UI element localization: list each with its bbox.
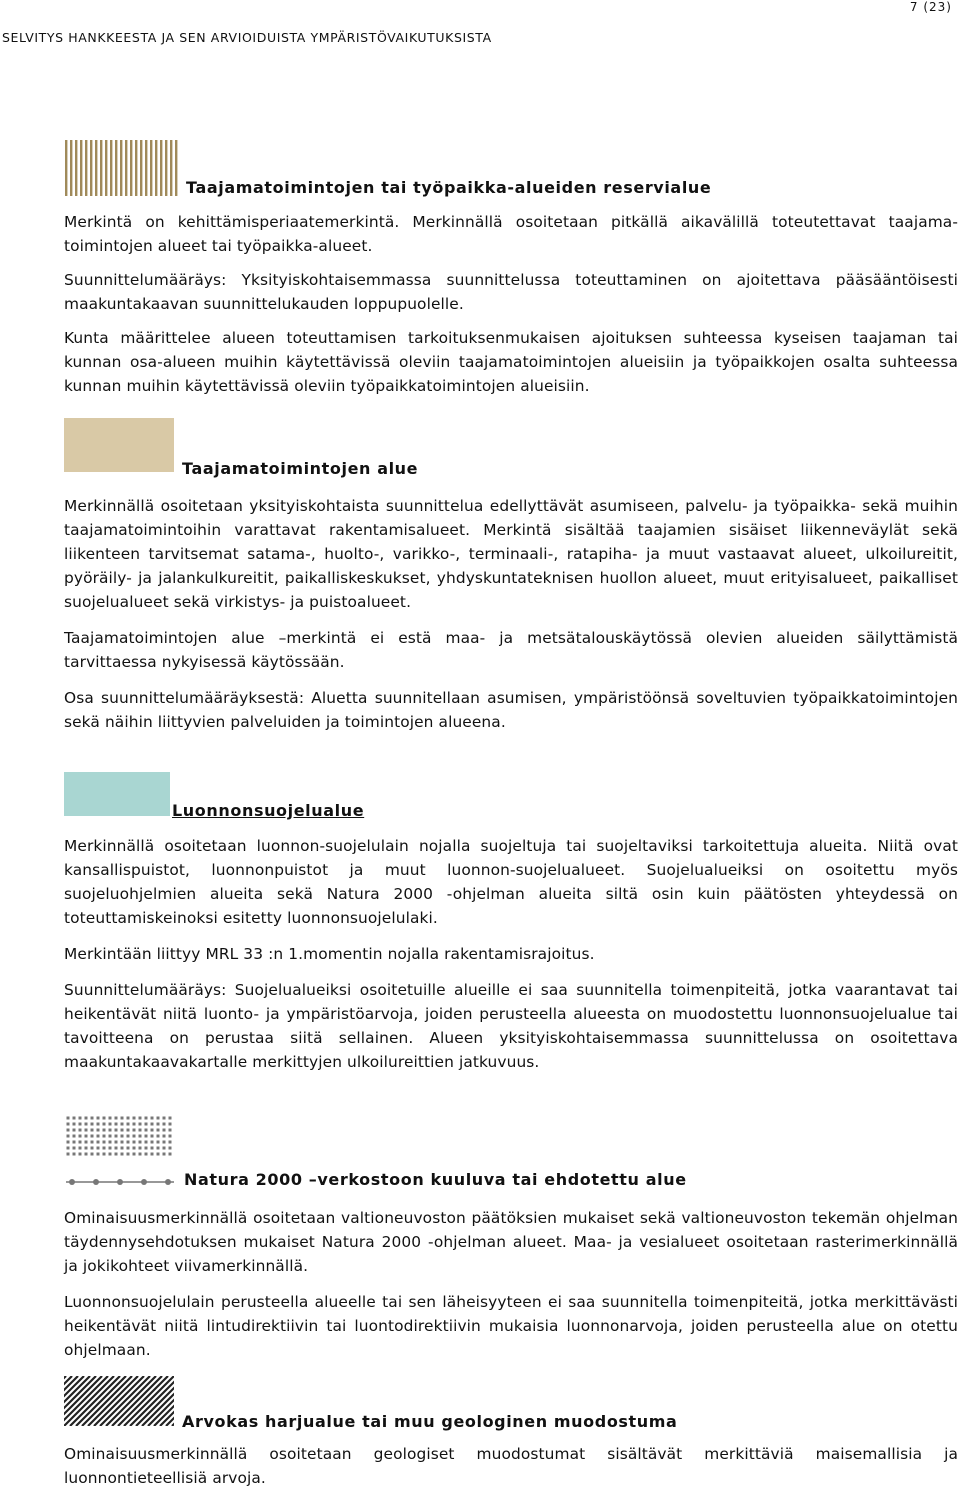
paragraph: Merkintä on kehittämisperiaatemerkintä. Merkinnällä osoitetaan pitkällä aikavälillä toteutettavat taajama-toimintojen alueet tai työpaikka-alueet. [64, 213, 958, 255]
paragraph: Merkinnällä osoitetaan luonnon-suojelulain nojalla suojeltuja tai suojeltaviksi tarkoitettuja alueita. Niitä ovat kansallispuistot, luonnonpuistot ja muut luonnon-suojelualueet. Suojelualueiksi on osoitettu myös suojeluohjelmien alueita sekä Natura 2000 -ohjelman alueita siltä osin kuin päätösten yhteydessä on toteuttamiskeinoksi esitetty luonnonsuojelulaki. [64, 837, 958, 927]
section-ridge [64, 1376, 958, 1490]
page-number: 7 (23) [909, 0, 952, 14]
paragraph: Kunta määrittelee alueen toteuttamisen tarkoituksenmukaisen ajoituksen suhteessa kyseisen taajaman tai kunnan osa-alueen muihin käytettävissä oleviin taajamatoimintojen alueisiin ja työpaikkojen osalta suhteessa kunnan muihin käytettävissä oleviin työpaikkatoimintojen alueisiin. [64, 329, 958, 395]
heading-urban: Taajamatoimintojen alue [182, 459, 419, 478]
paragraph: Taajamatoimintojen alue –merkintä ei estä maa- ja metsätalouskäytössä olevien alueiden säilyttämistä tarvittaessa nykyisessä käytössään. [64, 629, 958, 671]
heading-natura: Natura 2000 –verkostoon kuuluva tai ehdotettu alue [184, 1170, 687, 1189]
heading-nature: Luonnonsuojelualue [172, 801, 365, 820]
ridge-hatch-icon [64, 1376, 174, 1426]
paragraph: Suunnittelumääräys: Suojelualueiksi osoitetuille alueille ei saa suunnitella toimenpiteitä, jotka vaarantavat tai heikentävät niitä luonto- ja ympäristöarvoja, joiden perusteella alueesta on muodostettu luonnonsuojelualue tai tavoitteena on perustaa siitä sellainen. Alueen yksityiskohtaisemmassa suunnittelussa on osoitettava maakuntakaavakartalle merkittyjen ulkoilureittien jatkuvuus. [64, 981, 958, 1071]
section-urban [64, 418, 958, 734]
heading-reserve: Taajamatoimintojen tai työpaikka-alueiden reservialue [186, 178, 712, 197]
section-reserve [64, 140, 958, 398]
paragraph: Merkinnällä osoitetaan yksityiskohtaista suunnittelua edellyttävät asumiseen, palvelu- ja työpaikka- sekä muihin taajamatoimintoihin varattavat rakentamisalueet. Merkintä sisältää taajamien sisäiset liikenneväylät sekä liikenteen tarvitsemat satama-, huolto-, varikko-, terminaali-, ratapiha- ja muut vastaavat alueet, ulkoilureitit, pyöräily- ja jalankulkureitit, paikalliskeskukset, yhdyskuntateknisen huollon alueet, muut erityisalueet, paikalliset suojelualueet sekä virkistys- ja puistoalueet. [64, 497, 958, 611]
section-natura [64, 1114, 958, 1362]
paragraph: Ominaisuusmerkinnällä osoitetaan valtioneuvoston päätöksien mukaiset sekä valtioneuvoston tekemän ohjelman täydennysehdotuksen mukaiset Natura 2000 -ohjelman alueet. Maa- ja vesialueet osoitetaan rasterimerkinnällä ja jokikohteet viivamerkinnällä. [64, 1209, 958, 1275]
urban-area-icon [64, 418, 174, 472]
section-nature [64, 770, 958, 1074]
paragraph: Luonnonsuojelulain perusteella alueelle tai sen läheisyyteen ei saa suunnitella toimenpiteitä, jotka merkittävästi heikentävät niitä lintudirektiivin tai luontodirektiivin mukaisia luonnonarvoja, joiden perusteella alue on otettu ohjelmaan. [64, 1293, 958, 1359]
paragraph: Ominaisuusmerkinnällä osoitetaan geologiset muodostumat sisältävät merkittäviä maisemallisia ja luonnontieteellisiä arvoja. [64, 1445, 958, 1487]
natura-line-icon [64, 1176, 176, 1188]
paragraph: Suunnittelumääräys: Yksityiskohtaisemmassa suunnittelussa toteuttaminen on ajoitettava pääsääntöisesti maakuntakaavan suunnittelukauden loppupuolelle. [64, 271, 958, 313]
natura-dot-raster-icon [64, 1114, 176, 1160]
paragraph: Osa suunnittelumääräyksestä: Aluetta suunnitellaan asumisen, ympäristöönsä soveltuvien työpaikkatoimintojen sekä näihin liittyvien palveluiden ja toimintojen alueena. [64, 689, 958, 731]
heading-ridge: Arvokas harjualue tai muu geologinen muodostuma [182, 1412, 678, 1431]
paragraph: Merkintään liittyy MRL 33 :n 1.momentin nojalla rakentamisrajoitus. [64, 945, 595, 963]
running-title: SELVITYS HANKKEESTA JA SEN ARVIOIDUISTA YMPÄRISTÖVAIKUTUKSISTA [2, 30, 492, 45]
nature-reserve-icon [64, 772, 170, 816]
reserve-stripes-icon [64, 140, 178, 196]
